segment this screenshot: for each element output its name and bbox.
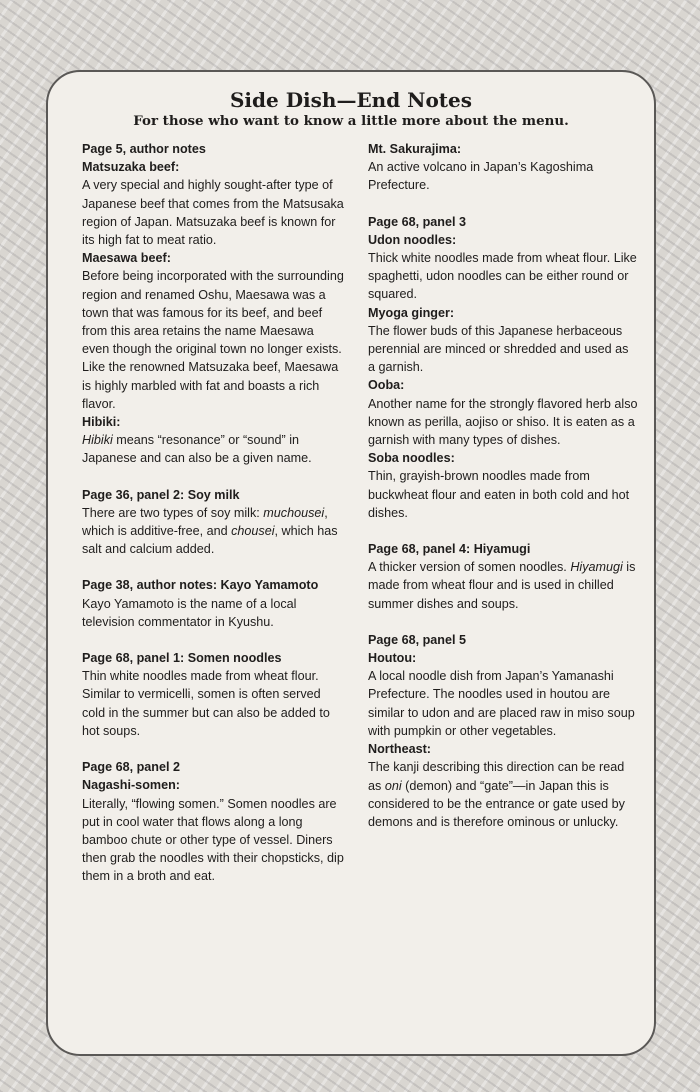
definition-text: A local noodle dish from Japan’s Yamanashi Prefecture. The noodles used in houtou are similar to udon and are placed raw in miso soup with pumpkin or other vegetables. <box>368 669 635 738</box>
page-subtitle: For those who want to know a little more about the menu. <box>133 113 569 129</box>
note-term: Houtou: <box>368 651 417 666</box>
definition-text: The kanji describing this direction can be read as <box>368 760 625 793</box>
definition-text: Literally, “flowing somen.” Somen noodles are put in cool water that flows along a long bamboo chute or other type of vessel. Diners then grab the noodles with their chopsticks, dip them in a broth and eat. <box>82 796 344 884</box>
note-definition <box>368 467 638 522</box>
note-term: Myoga ginger: <box>368 305 455 320</box>
italic-term: Hibiki <box>82 433 113 448</box>
note-heading: Page 38, author notes: Kayo Yamamoto <box>82 578 319 593</box>
note-definition <box>82 795 344 886</box>
definition-text: An active volcano in Japan’s Kagoshima Prefecture. <box>368 160 594 193</box>
note-heading: Page 68, panel 5 <box>368 632 467 647</box>
note-definition <box>82 504 344 559</box>
note-definition <box>368 322 638 377</box>
italic-term: muchousei <box>263 505 325 520</box>
definition-text: Thin, grayish-brown noodles made from buckwheat flour and eaten in both cold and hot dishes. <box>368 469 630 520</box>
note-heading: Page 36, panel 2: Soy milk <box>82 487 240 502</box>
definition-text: The flower buds of this Japanese herbaceous perennial are minced or shredded and used as a garnish. <box>368 323 629 375</box>
note-heading: Page 5, author notes <box>82 142 206 156</box>
note-term: Udon noodles: <box>368 232 457 247</box>
note-definition <box>368 558 638 613</box>
note-definition <box>82 431 344 467</box>
note-section <box>368 540 638 613</box>
definition-text: , which is additive-free, and <box>82 505 328 539</box>
note-section <box>82 576 344 631</box>
note-term: Matsuzaka beef: <box>82 160 180 175</box>
note-heading: Page 68, panel 3 <box>368 214 467 229</box>
note-section <box>368 140 638 195</box>
note-term: Mt. Sakurajima: <box>368 142 462 156</box>
italic-term: chousei <box>231 524 275 539</box>
note-definition <box>82 667 344 740</box>
left-column <box>82 140 344 904</box>
note-section <box>82 649 344 740</box>
definition-text: Thick white noodles made from wheat flour. Like spaghetti, udon noodles can be either round or squared. <box>368 251 637 302</box>
italic-term: oni <box>384 778 402 793</box>
definition-text: A very special and highly sought-after type of Japanese beef that comes from the Matsusaka region of Japan. Matsuzaka beef is known for its high fat to meat ratio. <box>82 178 344 248</box>
note-heading: Page 68, panel 1: Somen noodles <box>82 651 282 666</box>
note-definition <box>368 758 638 831</box>
note-definition <box>368 667 638 740</box>
note-section <box>368 213 638 522</box>
note-section <box>82 758 344 885</box>
right-column <box>368 140 638 849</box>
definition-text: Before being incorporated with the surrounding region and renamed Oshu, Maesawa was a town that was famous for its beef, and beef from this area retains the name Maesawa even though the original town no longer exists. Like the renowned Matsuzaka beef, Maesawa is highly marbled with fat and boasts a rich flavor. <box>82 269 344 411</box>
note-section <box>82 486 344 559</box>
page-title: Side Dish—End Notes <box>229 88 473 112</box>
note-definition <box>368 395 638 450</box>
definition-text: Thin white noodles made from wheat flour. Similar to vermicelli, somen is often served cold in the summer but can also be added to hot soups. <box>82 669 330 738</box>
definition-text: Another name for the strongly flavored herb also known as perilla, aojiso or shiso. It is eaten as a garnish with many types of dishes. <box>368 396 638 448</box>
note-definition <box>82 267 344 413</box>
note-definition <box>82 176 344 249</box>
definition-text: Kayo Yamamoto is the name of a local television commentator in Kyushu. <box>82 596 297 629</box>
note-definition <box>368 158 638 194</box>
definition-text: means “resonance” or “sound” in Japanese and can also be a given name. <box>82 433 312 466</box>
note-section <box>368 631 638 831</box>
definition-text: is made from wheat flour and is used in chilled summer dishes and soups. <box>368 560 636 611</box>
note-section <box>82 140 344 468</box>
note-term: Nagashi-somen: <box>82 778 180 793</box>
definition-text: There are two types of soy milk: <box>82 505 264 520</box>
definition-text: A thicker version of somen noodles. <box>368 560 571 575</box>
definition-text: , which has salt and calcium added. <box>82 524 338 557</box>
note-heading: Page 68, panel 4: Hiyamugi <box>368 542 531 557</box>
note-term: Soba noodles: <box>368 451 455 466</box>
note-term: Ooba: <box>368 378 405 393</box>
note-definition <box>368 249 638 304</box>
note-term: Hibiki: <box>82 415 121 430</box>
definition-text: (demon) and “gate”—in Japan this is considered to be the entrance or gate used by demons and is therefore ominous or unlucky. <box>368 778 625 829</box>
italic-term: Hiyamugi <box>570 560 623 575</box>
note-term: Maesawa beef: <box>82 251 171 266</box>
note-heading: Page 68, panel 2 <box>82 760 181 775</box>
note-term: Northeast: <box>368 742 431 757</box>
end-notes-page <box>46 70 656 1056</box>
note-definition <box>82 595 344 631</box>
